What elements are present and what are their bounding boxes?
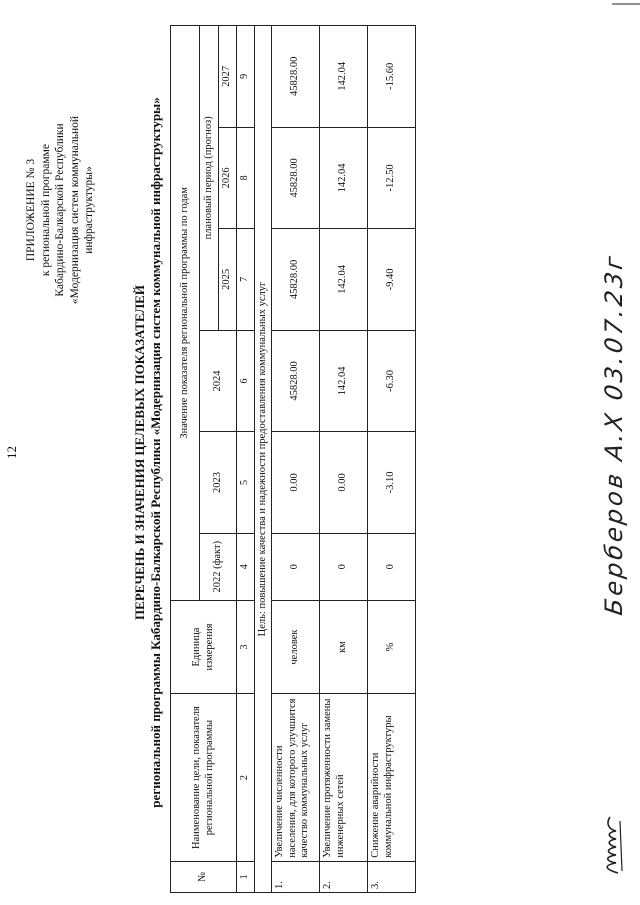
header-2026: 2026	[219, 127, 237, 229]
header-2027: 2027	[219, 26, 237, 128]
header-planned-period: плановый период (прогноз)	[200, 26, 219, 331]
row-value-2027: -15.60	[368, 26, 416, 128]
col-index-cell: 5	[237, 432, 255, 534]
row-unit: %	[368, 600, 416, 694]
handwritten-initials-scribble	[596, 815, 626, 875]
header-unit: Единица измерения	[171, 600, 237, 694]
row-value-2025: 142.04	[320, 229, 368, 331]
appendix-line-2: к региональной программе	[39, 143, 52, 277]
row-name: Увеличение численности населения, для которого улучшится качество коммунальных услуг	[272, 694, 320, 861]
col-index-cell: 6	[237, 330, 255, 432]
row-value-2024: -6.30	[368, 330, 416, 432]
appendix-line-1: ПРИЛОЖЕНИЕ № 3	[25, 158, 37, 262]
document-subtitle: региональной программы Кабардино-Балкарской Республики «Модернизация систем коммунальной инфраструктуры»	[148, 97, 163, 808]
row-num: 2.	[320, 861, 368, 892]
row-unit: км	[320, 600, 368, 694]
col-index-cell: 2	[237, 694, 255, 861]
handwritten-signature: Берберов А.Х 03.07.23г	[600, 251, 628, 617]
col-index-cell: 1	[237, 861, 255, 892]
row-value-2027: 142.04	[320, 26, 368, 128]
document-title: ПЕРЕЧЕНЬ И ЗНАЧЕНИЯ ЦЕЛЕВЫХ ПОКАЗАТЕЛЕЙ	[132, 285, 147, 620]
col-index-cell: 9	[237, 26, 255, 128]
row-value-2026: -12.50	[368, 127, 416, 229]
row-value-2025: -9.40	[368, 229, 416, 331]
header-2022: 2022 (факт)	[200, 533, 237, 600]
page-number: 12	[4, 446, 19, 459]
row-value-2024: 45828.00	[272, 330, 320, 432]
row-num: 1.	[272, 861, 320, 892]
row-value-2025: 45828.00	[272, 229, 320, 331]
header-2023: 2023	[200, 432, 237, 534]
row-value-2026: 45828.00	[272, 127, 320, 229]
row-value-2022: 0	[320, 533, 368, 600]
appendix-line-5: инфраструктуры»	[83, 166, 95, 254]
header-2024: 2024	[200, 330, 237, 432]
row-value-2027: 45828.00	[272, 26, 320, 128]
appendix-line-4: «Модернизация систем коммунальной	[68, 115, 81, 305]
header-name: Наименование цели, показателя региональной программы	[171, 694, 237, 861]
header-num: №	[171, 861, 237, 892]
row-name: Увеличение протяженности замены инженерных сетей	[320, 694, 368, 861]
col-index-cell: 3	[237, 600, 255, 694]
appendix-line-3: Кабардино-Балкарской Республики	[54, 123, 66, 297]
header-2025: 2025	[219, 229, 237, 331]
row-value-2023: 0.00	[272, 432, 320, 534]
row-value-2022: 0	[368, 533, 416, 600]
col-index-cell: 7	[237, 229, 255, 331]
row-value-2026: 142.04	[320, 127, 368, 229]
row-value-2023: 0.00	[320, 432, 368, 534]
corner-mark	[612, 0, 640, 8]
header-values-group: Значение показателя региональной программы по годам	[171, 26, 200, 601]
row-value-2024: 142.04	[320, 330, 368, 432]
row-name: Снижение аварийности коммунальной инфраструктуры	[368, 694, 416, 861]
col-index-cell: 4	[237, 533, 255, 600]
row-unit: человек	[272, 600, 320, 694]
col-index-cell: 8	[237, 127, 255, 229]
goal-text: Цель: повышение качества и надежности предоставления коммунальных услуг	[254, 26, 272, 893]
row-value-2022: 0	[272, 533, 320, 600]
row-value-2023: -3.10	[368, 432, 416, 534]
row-num: 3.	[368, 861, 416, 892]
